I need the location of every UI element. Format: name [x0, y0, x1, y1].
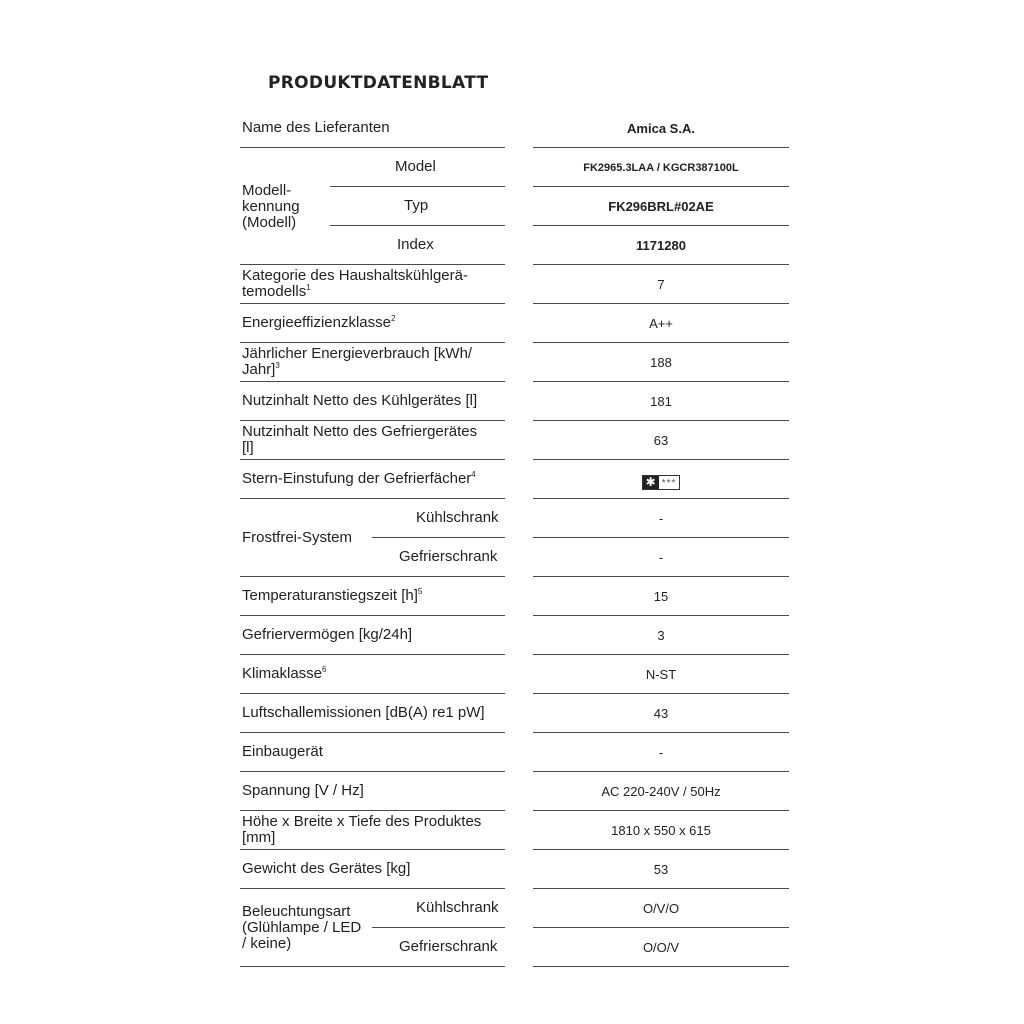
typ-value: FK296BRL#02AE	[608, 199, 714, 214]
model-value: FK2965.3LAA / KGCR387100L	[583, 162, 739, 174]
frostfrei-value-kuehlschrank: -	[658, 511, 664, 526]
row-divider	[533, 186, 789, 187]
frostfrei-sub-kuehlschrank: Kühlschrank	[416, 509, 499, 526]
row-divider	[533, 693, 789, 694]
row-divider	[533, 537, 789, 538]
row-divider	[533, 147, 789, 148]
gefrier-netto-value: 63	[653, 433, 669, 448]
row-divider	[533, 966, 789, 967]
frostfrei-value-gefrierschrank: -	[658, 550, 664, 565]
row-divider	[533, 498, 789, 499]
row-divider	[533, 927, 789, 928]
kuehl-netto-value: 181	[650, 394, 672, 409]
stern-value	[534, 474, 788, 490]
beleuchtung-label-line2: (Glühlampe / LED	[242, 919, 362, 936]
row-divider	[240, 654, 505, 655]
beleuchtung-value-kuehlschrank: O/V/O	[642, 901, 680, 916]
page-title: PRODUKTDATENBLATT	[268, 73, 489, 93]
energieklasse-label: Energieeffizienzklasse$^2$	[242, 314, 396, 331]
row-divider	[240, 498, 505, 499]
row-divider	[330, 225, 505, 226]
row-divider	[372, 537, 505, 538]
row-divider	[533, 381, 789, 382]
row-divider	[240, 693, 505, 694]
row-divider	[533, 888, 789, 889]
beleuchtung-label-line3: / keine)	[242, 935, 292, 952]
row-divider	[372, 927, 505, 928]
row-divider	[240, 810, 505, 811]
row-divider	[533, 459, 789, 460]
model-group-label-line2: kennung	[242, 198, 300, 215]
gefrier-netto-label-line1: Nutzinhalt Netto des Gefriergerätes	[242, 423, 478, 440]
energieklasse-value: A++	[649, 316, 673, 331]
kategorie-label-line1: Kategorie des Haushaltskühlgerä-	[242, 267, 468, 284]
masse-value: 1810 x 550 x 615	[611, 823, 711, 838]
row-divider	[533, 342, 789, 343]
row-divider	[240, 342, 505, 343]
temp-anstieg-label: Temperaturanstiegszeit $[h]^5$	[242, 587, 423, 604]
row-divider	[533, 849, 789, 850]
frostfrei-sub-gefrierschrank: Gefrierschrank	[399, 548, 498, 565]
row-divider	[240, 771, 505, 772]
row-divider	[240, 459, 505, 460]
gewicht-value: 53	[653, 862, 669, 877]
index-sublabel: Index	[397, 236, 434, 253]
row-divider	[533, 420, 789, 421]
row-divider	[240, 303, 505, 304]
row-divider	[533, 810, 789, 811]
row-divider	[240, 381, 505, 382]
model-sublabel: Model	[395, 158, 436, 175]
luftschall-value: 43	[653, 706, 669, 721]
einbau-label: Einbaugerät	[242, 743, 323, 760]
model-group-label-line3: (Modell)	[242, 214, 297, 231]
kuehl-netto-label: Nutzinhalt Netto des Kühlgerätes [l]	[242, 392, 478, 409]
beleuchtung-label-line1: Beleuchtungsart	[242, 903, 351, 920]
row-divider	[533, 615, 789, 616]
klimaklasse-value: N-ST	[645, 667, 677, 682]
row-divider	[240, 615, 505, 616]
four-star-freezer-icon: ✱ ***	[642, 475, 681, 490]
model-group-label-line1: Modell-	[242, 182, 292, 199]
row-divider	[533, 576, 789, 577]
row-divider	[533, 225, 789, 226]
row-divider	[533, 732, 789, 733]
luftschall-label: Luftschallemissionen [dB(A) re1 pW]	[242, 704, 485, 721]
row-divider	[533, 303, 789, 304]
row-divider	[533, 654, 789, 655]
klimaklasse-label: Klimaklasse$^6$	[242, 665, 327, 682]
row-divider	[533, 771, 789, 772]
masse-label-line2: [mm]	[242, 829, 276, 846]
row-divider	[240, 888, 505, 889]
supplier-value: Amica S.A.	[627, 121, 695, 136]
gewicht-label: Gewicht des Gerätes [kg]	[242, 860, 411, 877]
energieverbrauch-value: 188	[650, 355, 672, 370]
kategorie-value: 7	[657, 277, 665, 292]
beleuchtung-sub-kuehlschrank: Kühlschrank	[416, 899, 499, 916]
gefriervermoegen-label: Gefriervermögen [kg/24h]	[242, 626, 413, 643]
energieverbrauch-label-line1: Jährlicher Energieverbrauch [kWh/	[242, 345, 473, 362]
beleuchtung-sub-gefrierschrank: Gefrierschrank	[399, 938, 498, 955]
row-divider	[240, 576, 505, 577]
einbau-value: -	[658, 745, 664, 760]
energieverbrauch-label-line2: Jahr]$^3$	[242, 361, 280, 378]
row-divider	[240, 966, 505, 967]
masse-label-line1: Höhe x Breite x Tiefe des Produktes	[242, 813, 482, 830]
supplier-label: Name des Lieferanten	[242, 119, 390, 136]
temp-anstieg-value: 15	[653, 589, 669, 604]
row-divider	[240, 849, 505, 850]
row-divider	[240, 264, 505, 265]
spannung-value: AC 220-240V / 50Hz	[601, 784, 721, 799]
row-divider	[240, 732, 505, 733]
gefriervermoegen-value: 3	[657, 628, 665, 643]
frostfrei-label: Frostfrei-System	[242, 529, 353, 546]
gefrier-netto-label-line2: [l]	[242, 439, 254, 456]
row-divider	[240, 147, 505, 148]
row-divider	[330, 186, 505, 187]
spannung-label: Spannung [V / Hz]	[242, 782, 364, 799]
row-divider	[240, 420, 505, 421]
index-value: 1171280	[636, 238, 686, 253]
kategorie-label-line2: temodells$^1$	[242, 283, 311, 300]
beleuchtung-value-gefrierschrank: O/O/V	[642, 940, 680, 955]
typ-sublabel: Typ	[404, 197, 429, 214]
stern-label: Stern-Einstufung der Gefrierfächer$^4$	[242, 470, 476, 487]
row-divider	[533, 264, 789, 265]
